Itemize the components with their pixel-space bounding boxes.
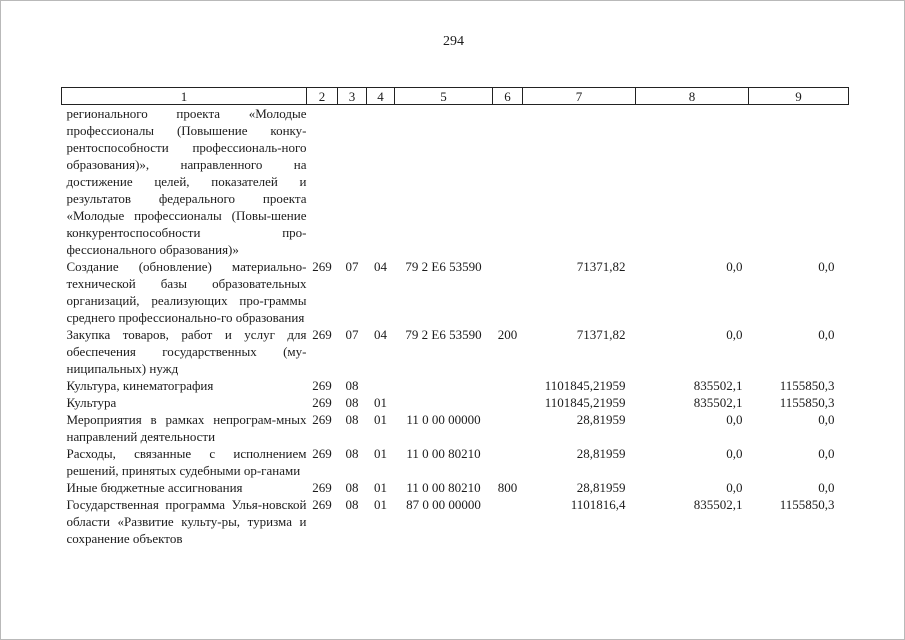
header-col-8: 8: [636, 88, 749, 105]
table-row: [62, 377, 849, 394]
table-row: [62, 394, 849, 411]
row-name: Культура, кинематография: [66, 378, 214, 393]
row-amount-col8: 835502,1: [693, 378, 743, 393]
row-section-code: 08: [345, 395, 359, 410]
row-amount-col7: 1101845,21959: [544, 378, 626, 393]
row-amount-col8: 0,0: [726, 412, 743, 427]
header-col-9: 9: [749, 88, 849, 105]
row-section-code: 08: [345, 497, 359, 512]
header-col-6: 6: [493, 88, 523, 105]
row-amount-col7: 28,81959: [576, 412, 626, 427]
row-target-article: 11 0 00 80210: [406, 480, 481, 495]
row-name: Иные бюджетные ассигнования: [66, 480, 243, 495]
row-amount-col8: 0,0: [726, 327, 743, 342]
row-subsection-code: 04: [374, 327, 387, 342]
row-expense-type: 200: [497, 327, 518, 342]
header-col-5: 5: [395, 88, 493, 105]
row-expense-type: [493, 105, 523, 259]
table-row: [62, 326, 849, 377]
header-col-7: 7: [523, 88, 636, 105]
row-amount-col9: 1155850,3: [779, 395, 835, 410]
row-ministry-code: [307, 105, 338, 259]
row-ministry-code: 269: [312, 446, 332, 461]
row-amount-col9: 1155850,3: [779, 378, 835, 393]
budget-table-container: [61, 87, 848, 547]
table-header: [62, 88, 849, 105]
row-section-code: 08: [345, 378, 359, 393]
row-target-article: [395, 105, 493, 259]
header-col-3: 3: [338, 88, 367, 105]
row-amount-col8: [636, 105, 749, 259]
table-row: [62, 258, 849, 326]
row-amount-col9: 0,0: [818, 259, 835, 274]
table-row: [62, 411, 849, 445]
row-amount-col7: 28,81959: [576, 446, 626, 461]
row-expense-type: [493, 411, 523, 445]
row-amount-col8: 835502,1: [693, 497, 743, 512]
row-ministry-code: 269: [312, 378, 332, 393]
row-target-article: 79 2 Е6 53590: [405, 327, 482, 342]
row-subsection-code: 01: [374, 497, 387, 512]
row-name: Расходы, связанные с исполнением решений, принятых судебными ор-ганами: [66, 446, 307, 478]
table-row: [62, 105, 849, 259]
row-amount-col8: 0,0: [726, 480, 743, 495]
table-body: [62, 105, 849, 548]
row-ministry-code: 269: [312, 497, 332, 512]
row-name: Государственная программа Улья-новской области «Развитие культу-ры, туризма и сохранение объектов: [66, 497, 307, 546]
row-ministry-code: 269: [312, 259, 332, 274]
row-amount-col9: 1155850,3: [779, 497, 835, 512]
row-subsection-code: [367, 377, 395, 394]
row-amount-col8: 835502,1: [693, 395, 743, 410]
row-amount-col7: 1101816,4: [570, 497, 626, 512]
page-number: 294: [443, 34, 464, 49]
header-col-1: 1: [62, 88, 307, 105]
row-amount-col9: 0,0: [818, 327, 835, 342]
row-section-code: 07: [345, 327, 359, 342]
row-ministry-code: 269: [312, 412, 332, 427]
header-col-4: 4: [367, 88, 395, 105]
row-expense-type: [493, 258, 523, 326]
row-amount-col7: 71371,82: [576, 259, 626, 274]
row-subsection-code: 01: [374, 412, 387, 427]
row-name: Создание (обновление) материально-технической базы образовательных организаций, реализующих про-граммы среднего профессионально-го образования: [66, 259, 307, 325]
row-amount-col9: 0,0: [818, 412, 835, 427]
row-amount-col7: 71371,82: [576, 327, 626, 342]
header-col-2: 2: [307, 88, 338, 105]
row-ministry-code: 269: [312, 327, 332, 342]
row-subsection-code: 01: [374, 395, 387, 410]
row-name: Мероприятия в рамках непрограм-мных направлений деятельности: [66, 412, 307, 444]
row-ministry-code: 269: [312, 395, 332, 410]
row-subsection-code: [367, 105, 395, 259]
row-amount-col9: 0,0: [818, 480, 835, 495]
row-name: Закупка товаров, работ и услуг для обеспечения государственных (му-ниципальных) нужд: [66, 327, 307, 376]
row-section-code: 08: [345, 446, 359, 461]
row-amount-col9: 0,0: [818, 446, 835, 461]
row-target-article: 87 0 00 00000: [406, 497, 481, 512]
row-amount-col9: [749, 105, 849, 259]
row-section-code: 08: [345, 412, 359, 427]
row-amount-col7: 28,81959: [576, 480, 626, 495]
row-section-code: [338, 105, 367, 259]
row-target-article: 11 0 00 80210: [406, 446, 481, 461]
row-subsection-code: 04: [374, 259, 387, 274]
row-amount-col7: [523, 105, 636, 259]
row-section-code: 07: [345, 259, 359, 274]
row-amount-col8: 0,0: [726, 446, 743, 461]
row-amount-col7: 1101845,21959: [544, 395, 626, 410]
row-expense-type: [493, 377, 523, 394]
row-name: регионального проекта «Молодые профессионалы (Повышение конку-рентоспособности профессиональ-ного образования)», направленного на достижение целей, показателей и результатов федерального проекта «Молодые профессионалы (Повы-шение конкурентоспособности про-фессионального образования)»: [66, 106, 307, 257]
table-row: [62, 445, 849, 479]
row-target-article: [395, 377, 493, 394]
header-row: [62, 88, 849, 105]
row-expense-type: [493, 394, 523, 411]
row-section-code: 08: [345, 480, 359, 495]
row-name: Культура: [66, 395, 117, 410]
row-subsection-code: 01: [374, 480, 387, 495]
row-target-article: 11 0 00 00000: [406, 412, 481, 427]
row-ministry-code: 269: [312, 480, 332, 495]
row-expense-type: [493, 445, 523, 479]
row-expense-type: [493, 496, 523, 547]
row-subsection-code: 01: [374, 446, 387, 461]
budget-table: [61, 87, 849, 547]
row-target-article: [395, 394, 493, 411]
row-expense-type: 800: [497, 480, 518, 495]
table-row: [62, 496, 849, 547]
row-amount-col8: 0,0: [726, 259, 743, 274]
table-row: [62, 479, 849, 496]
row-target-article: 79 2 Е6 53590: [405, 259, 482, 274]
